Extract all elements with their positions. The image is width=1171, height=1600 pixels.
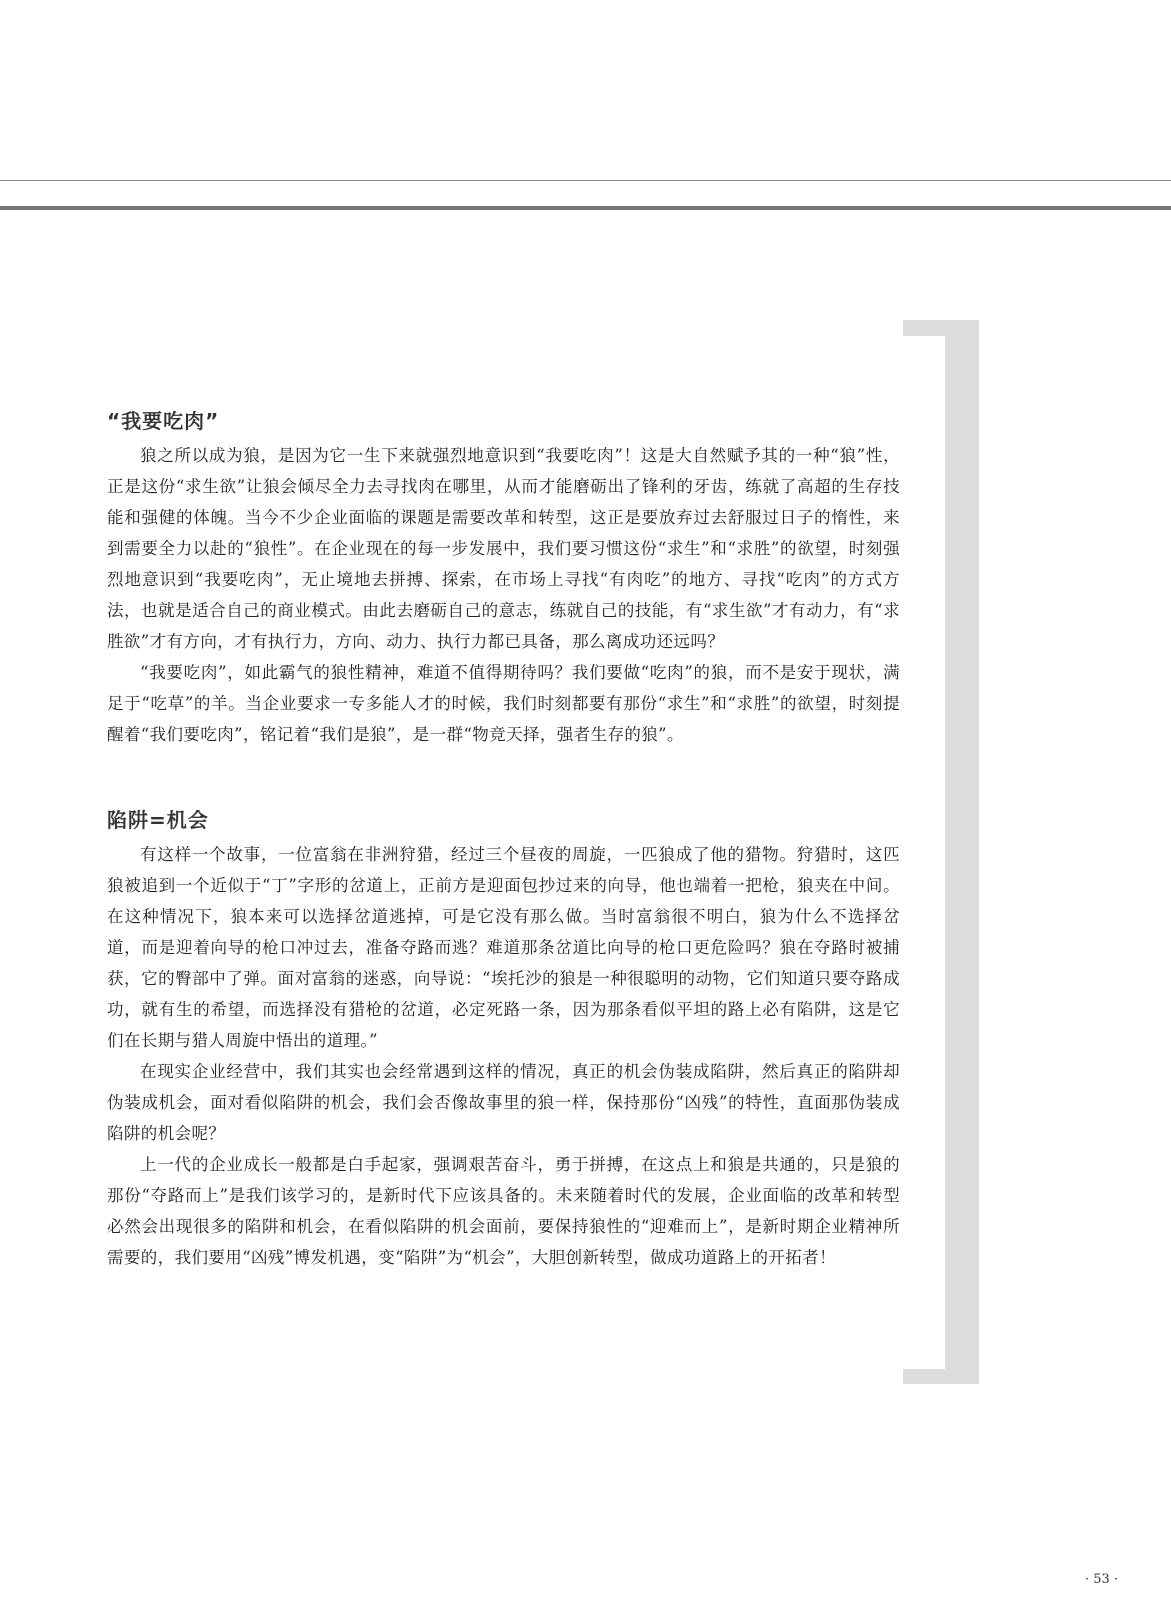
paragraph: 狼之所以成为狼，是因为它一生下来就强烈地意识到“我要吃肉”！这是大自然赋予其的一种“狼”性，正是这份“求生欲”让狼会倾尽全力去寻找肉在哪里，从而才能磨砺出了锋利的牙齿，练就了高超的生存技能和强健的体魄。当今不少企业面临的课题是需要改革和转型，这正是要放弃过去舒服过日子的惰性，来到需要全力以赴的“狼性”。在企业现在的每一步发展中，我们要习惯这份“求生”和“求胜”的欲望，时刻强烈地意识到“我要吃肉”，无止境地去拼搏、探索，在市场上寻找“有肉吃”的地方、寻找“吃肉”的方式方法，也就是适合自己的商业模式。由此去磨砺自己的意志，练就自己的技能，有“求生欲”才有动力，有“求胜欲”才有方向，才有执行力，方向、动力、执行力都已具备，那么离成功还远吗？ <box>107 446 900 651</box>
section-spacer <box>107 750 900 804</box>
page-number: · 53 · <box>1085 1572 1119 1587</box>
header-rule-thick <box>0 206 1171 210</box>
section-trap-opportunity <box>107 804 900 1273</box>
decorative-bracket-inner <box>903 336 945 1369</box>
section-title: 陷阱=机会 <box>107 808 209 832</box>
paragraph: 有这样一个故事，一位富翁在非洲狩猎，经过三个昼夜的周旋，一匹狼成了他的猎物。狩猎时，这匹狼被追到一个近似于“丁”字形的岔道上，正前方是迎面包抄过来的向导，他也端着一把枪，狼夹在中间。在这种情况下，狼本来可以选择岔道逃掉，可是它没有那么做。当时富翁很不明白，狼为什么不选择岔道，而是迎着向导的枪口冲过去，准备夺路而逃？难道那条岔道比向导的枪口更危险吗？狼在夺路时被捕获，它的臀部中了弹。面对富翁的迷惑，向导说：“埃托沙的狼是一种很聪明的动物，它们知道只要夺路成功，就有生的希望，而选择没有猎枪的岔道，必定死路一条，因为那条看似平坦的路上必有陷阱，这是它们在长期与猎人周旋中悟出的道理。” <box>107 845 900 1050</box>
header-rule-thin <box>0 180 1171 181</box>
paragraph: “我要吃肉”，如此霸气的狼性精神，难道不值得期待吗？我们要做“吃肉”的狼，而不是安于现状，满足于“吃草”的羊。当企业要求一专多能人才的时候，我们时刻都要有那份“求生”和“求胜”的欲望，时刻提醒着“我们要吃肉”，铭记着“我们是狼”，是一群“物竞天择，强者生存的狼”。 <box>107 663 900 744</box>
paragraph: 上一代的企业成长一般都是白手起家，强调艰苦奋斗，勇于拼搏，在这点上和狼是共通的，只是狼的那份“夺路而上”是我们该学习的，是新时代下应该具备的。未来随着时代的发展，企业面临的改革和转型必然会出现很多的陷阱和机会，在看似陷阱的机会面前，要保持狼性的“迎难而上”，是新时期企业精神所需要的，我们要用“凶残”博发机遇，变“陷阱”为“机会”，大胆创新转型，做成功道路上的开拓者！ <box>107 1155 900 1267</box>
section-eat-meat <box>107 405 900 750</box>
paragraph: 在现实企业经营中，我们其实也会经常遇到这样的情况，真正的机会伪装成陷阱，然后真正的陷阱却伪装成机会，面对看似陷阱的机会，我们会否像故事里的狼一样，保持那份“凶残”的特性，直面那伪装成陷阱的机会呢？ <box>107 1062 900 1143</box>
article-body <box>107 405 900 1273</box>
section-title: “我要吃肉” <box>107 409 220 433</box>
